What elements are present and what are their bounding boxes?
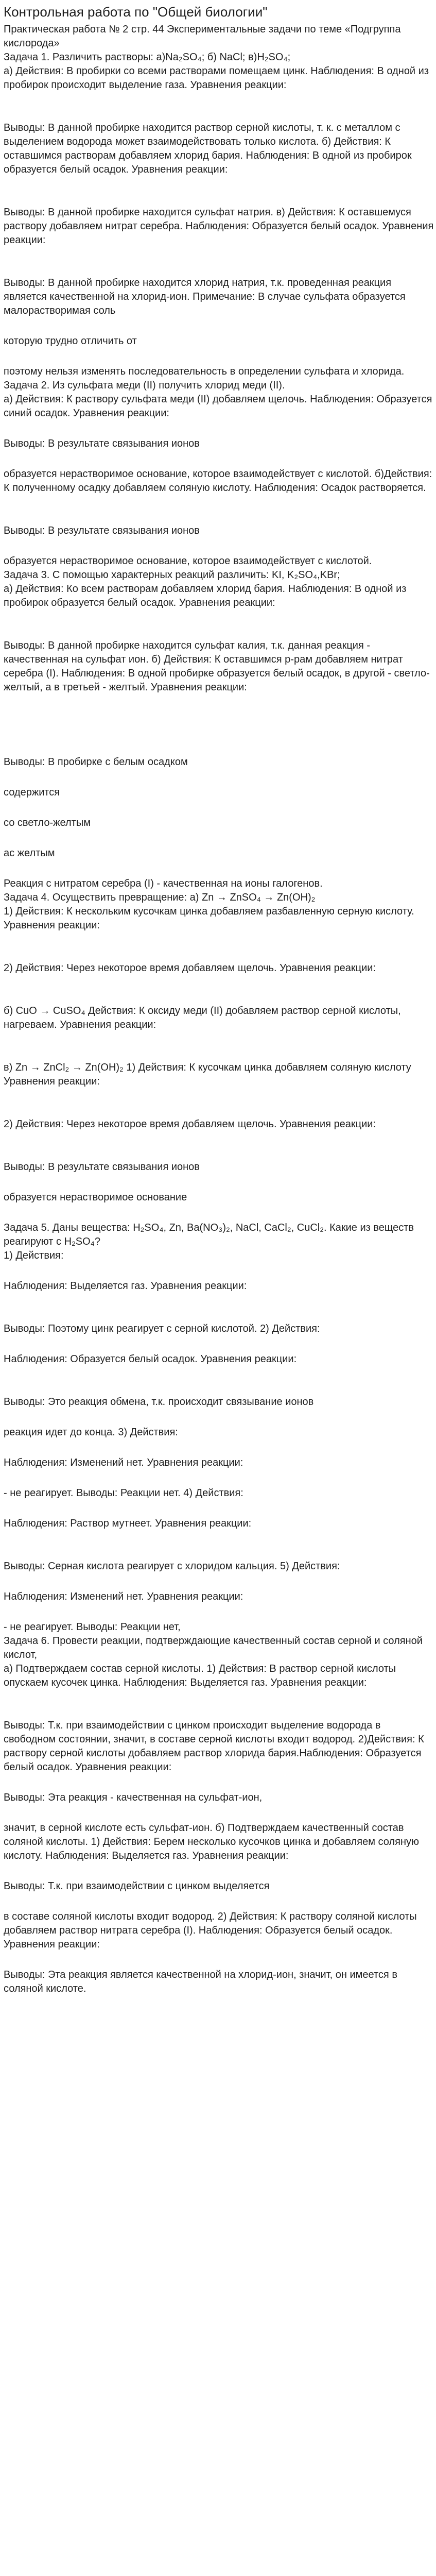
paragraph: Выводы: В данной пробирке находится сульфат натрия. в) Действия: К оставшемуся раствору добавляем нитрат серебра. Наблюдения: Образуется белый осадок. Уравнения реакции:: [4, 207, 434, 246]
spacer: [4, 975, 434, 1004]
paragraph: Выводы: Эта реакция - качественная на сульфат-ион,: [4, 1792, 263, 1803]
spacer: [4, 1805, 434, 1821]
paragraph: Реакция с нитратом серебра (I) - качественная на ионы галогенов.: [4, 878, 323, 889]
paragraph: Выводы: Т.к. при взаимодействии с цинком происходит выделение водорода в свободном состоянии, значит, в составе серной кислоты входит водород. 2)Действия: К раствору серной кислоты добавляем раствор хлорида бария.Наблюдения: Образуется белый осадок. Уравнения реакции:: [4, 1720, 424, 1773]
spacer: [4, 1863, 434, 1879]
paragraph: 1) Действия: К нескольким кусочкам цинка добавляем разбавленную серную кислоту. Уравнения реакции:: [4, 906, 414, 931]
spacer: [4, 610, 434, 639]
spacer: [4, 769, 434, 786]
spacer: [4, 1531, 434, 1560]
paragraph: со светло-желтым: [4, 817, 91, 828]
spacer: [4, 860, 434, 877]
spacer: [4, 420, 434, 437]
paragraph: Практическая работа № 2 стр. 44 Экспериментальные задачи по теме «Подгруппа кислорода»: [4, 24, 401, 49]
paragraph: в составе соляной кислоты входит водород. 2) Действия: К раствору соляной кислоты добавляем раствор нитрата серебра (I). Наблюдения: Образуется белый осадок. Уравнения реакции:: [4, 1911, 417, 1950]
spacer: [4, 1774, 434, 1791]
spacer: [4, 830, 434, 846]
paragraph: Выводы: Поэтому цинк реагирует с серной кислотой. 2) Действия:: [4, 1323, 320, 1334]
paragraph: 2) Действия: Через некоторое время добавляем щелочь. Уравнения реакции:: [4, 1118, 376, 1130]
spacer: [4, 495, 434, 524]
spacer: [4, 1470, 434, 1486]
paragraph: - не реагирует. Выводы: Реакции нет. 4) Действия:: [4, 1487, 243, 1499]
spacer: [4, 1205, 434, 1221]
paragraph: Задача 3. С помощью характерных реакций различить: KI, K₂SO₄,KBr;: [4, 569, 340, 581]
paragraph: содержится: [4, 787, 60, 798]
paragraph: Выводы: Т.к. при взаимодействии с цинком выделяется: [4, 1880, 270, 1892]
spacer: [4, 318, 434, 334]
paragraph: - не реагирует. Выводы: Реакции нет,: [4, 1621, 181, 1633]
paragraph: Наблюдения: Образуется белый осадок. Уравнения реакции:: [4, 1353, 297, 1365]
paragraph: Задача 4. Осуществить превращение: а) Zn → ZnSO₄ → Zn(OH)₂: [4, 892, 316, 903]
paragraph: образуется нерастворимое основание, которое взаимодействует с кислотой. б)Действия: К полученному осадку добавляем соляную кислоту. Наблюдения: Осадок растворяется.: [4, 468, 432, 494]
paragraph: Выводы: Серная кислота реагирует с хлоридом кальция. 5) Действия:: [4, 1561, 340, 1572]
page-title: Контрольная работа по "Общей биологии": [4, 4, 268, 20]
paragraph: а) Действия: В пробирки со всеми растворами помещаем цинк. Наблюдения: В одной из пробирок происходит выделение газа. Уравнения реакции:: [4, 65, 429, 91]
paragraph: ас желтым: [4, 848, 55, 859]
spacer: [4, 177, 434, 206]
spacer: [4, 933, 434, 961]
paragraph: Выводы: В пробирке с белым осадком: [4, 756, 188, 768]
paragraph: а) Подтверждаем состав серной кислоты. 1) Действия: В раствор серной кислоты опускаем кусочек цинка. Наблюдения: Выделяется газ. Уравнения реакции:: [4, 1663, 396, 1688]
spacer: [4, 1690, 434, 1719]
paragraph: Задача 1. Различить растворы: а)Na₂SO₄; б) NaCl; в)H₂SO₄;: [4, 52, 291, 63]
paragraph: Выводы: В результате связывания ионов: [4, 438, 200, 449]
spacer: [4, 1032, 434, 1061]
spacer: [4, 1131, 434, 1160]
paragraph: Выводы: Эта реакция является качественной на хлорид-ион, значит, он имеется в соляной кислоте.: [4, 1969, 397, 1994]
spacer: [4, 1952, 434, 1968]
spacer: [4, 1174, 434, 1191]
paragraph: образуется нерастворимое основание, которое взаимодействует с кислотой.: [4, 555, 372, 567]
paragraph: в) Zn → ZnCl₂ → Zn(OH)₂ 1) Действия: К кусочкам цинка добавляем соляную кислоту Уравнения реакции:: [4, 1062, 411, 1087]
paragraph: 2) Действия: Через некоторое время добавляем щелочь. Уравнения реакции:: [4, 962, 376, 974]
spacer: [4, 348, 434, 365]
paragraph: поэтому нельзя изменять последовательность в определении сульфата и хлорида.: [4, 366, 405, 377]
paragraph: Выводы: В данной пробирке находится раствор серной кислоты, т. к. с металлом с выделением водорода может взаимодействовать только кислота. б) Действия: К оставшимся растворам добавляем хлорид бария. Наблюдения: В одной из пробирок образуется белый осадок. Уравнения реакции:: [4, 122, 412, 175]
spacer: [4, 247, 434, 276]
spacer: [4, 1604, 434, 1620]
spacer: [4, 694, 434, 755]
paragraph: Задача 5. Даны вещества: H₂SO₄, Zn, Ba(NO₃)₂, NaCl, CaCl₂, CuCl₂. Какие из веществ реагируют с H₂SO₄?: [4, 1222, 414, 1247]
spacer: [4, 1893, 434, 1910]
paragraph: Задача 2. Из сульфата меди (II) получить хлорид меди (II).: [4, 380, 285, 391]
paragraph: Выводы: Это реакция обмена, т.к. происходит связывание ионов: [4, 1396, 314, 1408]
spacer: [4, 1336, 434, 1352]
paragraph: Наблюдения: Раствор мутнеет. Уравнения реакции:: [4, 1518, 252, 1529]
spacer: [4, 1293, 434, 1322]
spacer: [4, 800, 434, 816]
paragraph: Выводы: В данной пробирке находится хлорид натрия, т.к. проведенная реакция является качественной на хлорид-ион. Примечание: В случае сульфата образуется малорастворимая соль: [4, 277, 406, 316]
paragraph: Наблюдения: Выделяется газ. Уравнения реакции:: [4, 1280, 247, 1292]
paragraph: Задача 6. Провести реакции, подтверждающие качественный состав серной и соляной кислот,: [4, 1635, 423, 1660]
spacer: [4, 1089, 434, 1117]
spacer: [4, 1366, 434, 1395]
spacer: [4, 1500, 434, 1517]
paragraph: б) CuO → CuSO₄ Действия: К оксиду меди (II) добавляем раствор серной кислоты, нагреваем. Уравнения реакции:: [4, 1005, 401, 1030]
paragraph: 1) Действия:: [4, 1250, 64, 1261]
spacer: [4, 538, 434, 554]
paragraph: Выводы: В данной пробирке находится сульфат калия, т.к. данная реакция - качественная на сульфат ион. б) Действия: К оставшимся р-рам добавляем нитрат серебра (I). Наблюдения: В одной пробирке образуется белый осадок, в другой - светло-желтый, а в третьей - желтый. Уравнения реакции:: [4, 640, 430, 693]
spacer: [4, 1439, 434, 1456]
spacer: [4, 1263, 434, 1279]
paragraph: реакция идет до конца. 3) Действия:: [4, 1427, 178, 1438]
spacer: [4, 1573, 434, 1590]
paragraph: образуется нерастворимое основание: [4, 1192, 187, 1203]
paragraph: а) Действия: Ко всем растворам добавляем хлорид бария. Наблюдения: В одной из пробирок образуется белый осадок. Уравнения реакции:: [4, 583, 407, 608]
paragraph: Выводы: В результате связывания ионов: [4, 1161, 200, 1173]
spacer: [4, 451, 434, 467]
paragraph: а) Действия: К раствору сульфата меди (II) добавляем щелочь. Наблюдения: Образуется синий осадок. Уравнения реакции:: [4, 394, 432, 419]
paragraph: Наблюдения: Изменений нет. Уравнения реакции:: [4, 1591, 243, 1602]
paragraph: Выводы: В результате связывания ионов: [4, 525, 200, 536]
spacer: [4, 92, 434, 121]
spacer: [4, 1409, 434, 1426]
paragraph: которую трудно отличить от: [4, 335, 137, 347]
paragraph: Наблюдения: Изменений нет. Уравнения реакции:: [4, 1457, 243, 1468]
paragraph: значит, в серной кислоте есть сульфат-ион. б) Подтверждаем качественный состав соляной кислоты. 1) Действия: Берем несколько кусочков цинка и добавляем соляную кислоту. Наблюдения: Выделяется газ. Уравнения реакции:: [4, 1822, 419, 1861]
